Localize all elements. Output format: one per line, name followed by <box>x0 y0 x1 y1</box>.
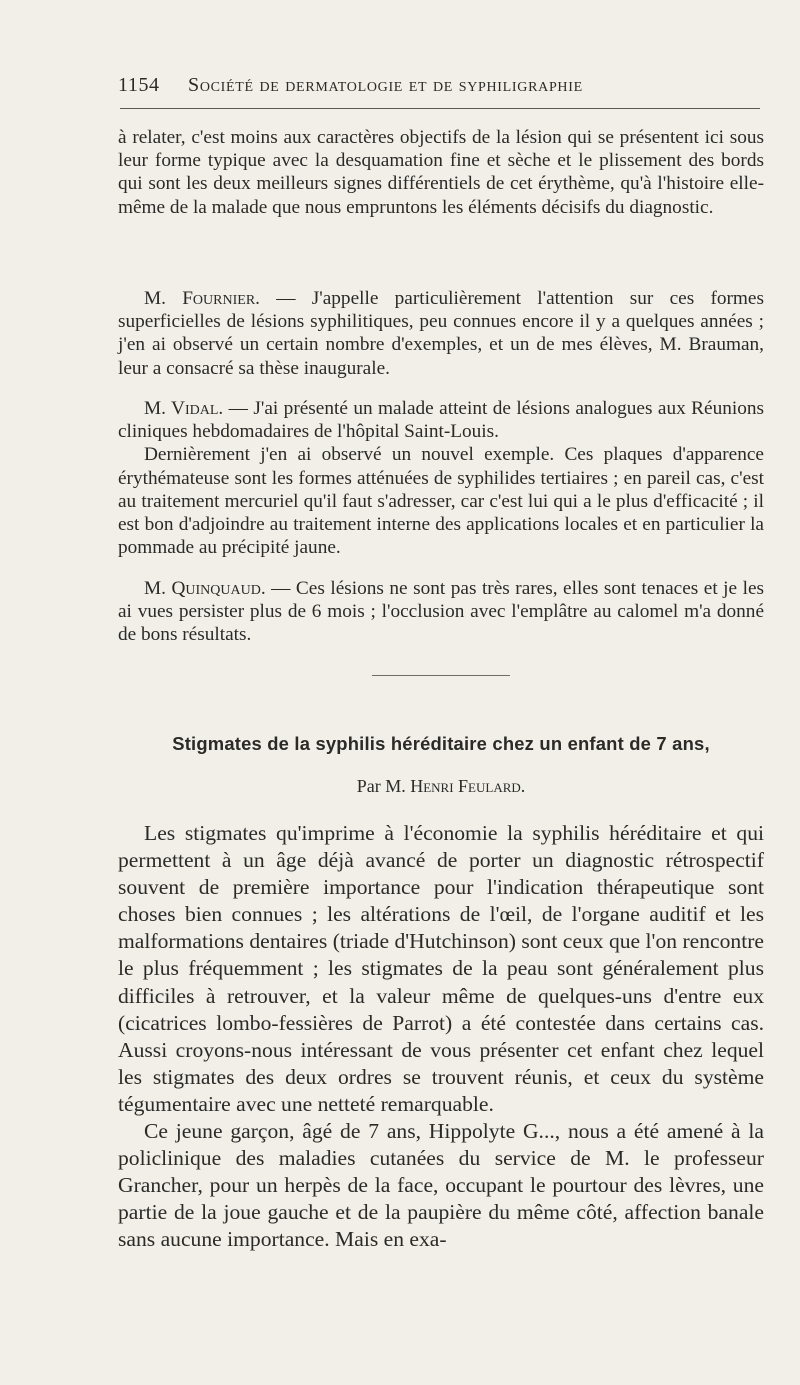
vidal-remark <box>118 397 764 559</box>
quinquaud-text: — Ces lésions ne sont pas très rares, elles sont tenaces et je les ai vues persister plus de 6 mois ; l'occlusion avec l'emplâtre au calomel m'a donné de bons résultats. <box>118 578 765 646</box>
quinquaud-paragraph <box>118 577 764 647</box>
page-number: 1154 <box>118 74 160 96</box>
speaker-fournier: M. Fournier. <box>144 288 260 309</box>
author-name: Henri Feulard. <box>410 776 526 796</box>
speaker-vidal: M. Vidal. <box>144 398 224 419</box>
discussion-continuation <box>118 126 764 219</box>
section-divider <box>372 675 510 676</box>
header-rule <box>120 108 760 109</box>
speaker-quinquaud: M. Quinquaud. <box>144 578 266 599</box>
journal-title: Société de dermatologie et de syphiligraphie <box>188 74 583 96</box>
vidal-paragraph-2: Dernièrement j'en ai observé un nouvel exemple. Ces plaques d'apparence érythémateuse sont les formes atténuées de syphilides tertiaires ; en pareil cas, c'est au traitement mercuriel qu'il faut s'adresser, car c'est lui qui a le plus d'efficacité ; il est bon d'adjoindre au traitement interne des applications locales et en particulier la pommade au précipité jaune. <box>118 444 764 559</box>
running-head <box>118 74 762 98</box>
vidal-text: — J'ai présenté un malade atteint de lésions analogues aux Réunions cliniques hebdomadaires de l'hôpital Saint-Louis. <box>118 398 764 443</box>
fournier-text: — J'appelle particulièrement l'attention sur ces formes superficielles de lésions syphilitiques, peu connues encore il y a quelques années ; j'en ai observé un certain nombre d'exemples, et un de mes élèves, M. Brauman, leur a consacré sa thèse inaugurale. <box>118 288 764 379</box>
continuation-paragraph: à relater, c'est moins aux caractères objectifs de la lésion qui se présentent ici sous leur forme typique avec la desquamation fine et sèche et le plissement des bords qui sont les deux meilleurs signes différentiels de cet érythème, qu'à l'histoire elle-même de la malade que nous empruntons les éléments décisifs du diagnostic. <box>118 127 764 218</box>
byline-prefix: Par M. <box>356 776 411 796</box>
vidal-paragraph <box>118 397 764 443</box>
fournier-remark <box>118 287 764 380</box>
fournier-paragraph <box>118 287 764 380</box>
article-paragraph-2: Ce jeune garçon, âgé de 7 ans, Hippolyte G..., nous a été amené à la policlinique des maladies cutanées du service de M. le professeur Grancher, pour un herpès de la face, occupant le pourtour des lèvres, une partie de la joue gauche et de la paupière du même côté, affection banale sans aucune importance. Mais en exa- <box>118 1119 764 1252</box>
article-body <box>118 820 764 1254</box>
byline <box>118 776 764 797</box>
quinquaud-remark <box>118 577 764 647</box>
article-title: Stigmates de la syphilis héréditaire chez un enfant de 7 ans, <box>172 733 710 754</box>
article-paragraph-1: Les stigmates qu'imprime à l'économie la syphilis héréditaire et qui permettent à un âge déjà avancé de porter un diagnostic rétrospectif souvent de première importance pour l'indication thérapeutique sont choses bien connues ; les altérations de l'œil, de l'organe auditif et les malformations dentaires (triade d'Hutchinson) sont ceux que l'on rencontre le plus fréquemment ; les stigmates de la peau sont généralement plus difficiles à retrouver, et la valeur même de quelques-uns d'entre eux (cicatrices lombo-fessières de Parrot) a été contestée dans certains cas. Aussi croyons-nous intéressant de vous présenter cet enfant chez lequel les stigmates des deux ordres se trouvent réunis, et ceux du système tégumentaire avec une netteté remarquable. <box>118 821 764 1116</box>
